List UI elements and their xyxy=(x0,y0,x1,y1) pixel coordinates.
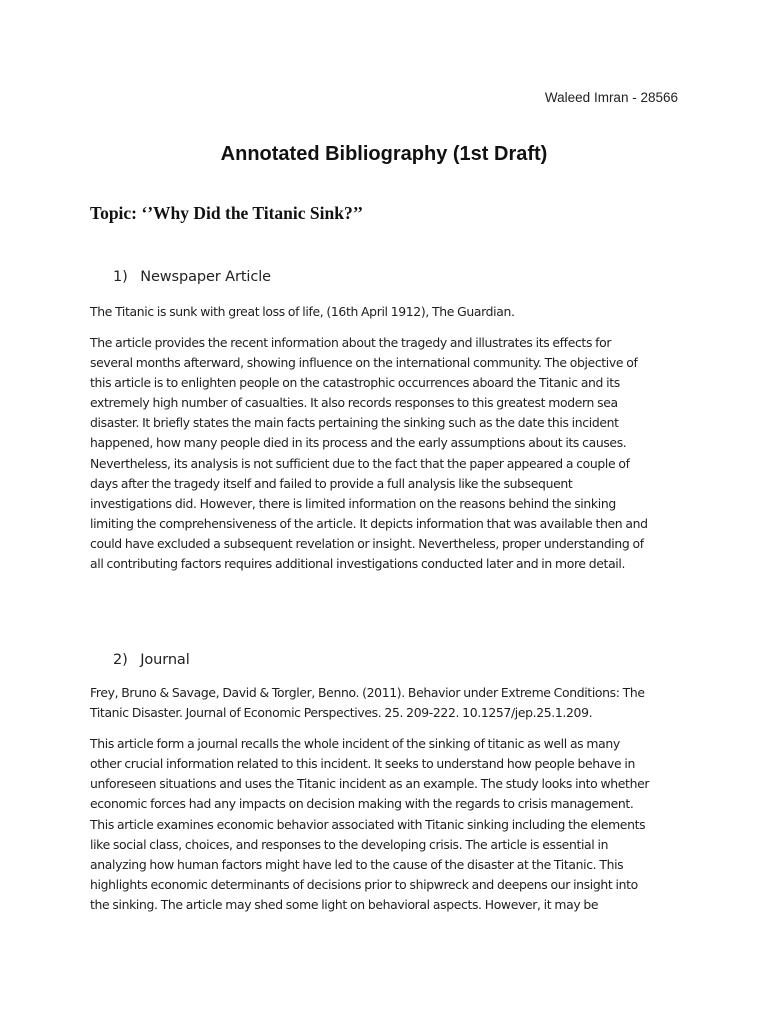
annotation-line: other crucial information related to this incident. It seeks to understand how people behave in xyxy=(90,756,635,771)
section-title: Journal xyxy=(140,652,190,668)
annotation-line: Nevertheless, its analysis is not sufficient due to the fact that the paper appeared a couple of xyxy=(90,456,630,471)
annotation-line: extremely high number of casualties. It also records responses to this greatest modern sea xyxy=(90,395,618,410)
annotation-line: the sinking. The article may shed some light on behavioral aspects. However, it may be xyxy=(90,897,599,912)
annotation-line: economic forces had any impacts on decision making with the regards to crisis management. xyxy=(90,796,634,811)
topic-heading: Topic: ‘’Why Did the Titanic Sink?’’ xyxy=(90,203,364,223)
author-line: Waleed Imran - 28566 xyxy=(544,90,678,105)
annotation-line: days after the tragedy itself and failed to provide a full analysis like the subsequent xyxy=(90,476,573,491)
section-number: 2) xyxy=(113,652,128,668)
annotation-line: happened, how many people died in its process and the early assumptions about its causes. xyxy=(90,435,627,450)
annotation-line: limiting the comprehensiveness of the article. It depicts information that was available then and xyxy=(90,516,648,531)
annotation-line: all contributing factors requires additional investigations conducted later and in more detail. xyxy=(90,556,626,571)
annotation-line: this article is to enlighten people on the catastrophic occurrences aboard the Titanic and its xyxy=(90,375,620,390)
citation-line: The Titanic is sunk with great loss of life, (16th April 1912), The Guardian. xyxy=(90,304,515,319)
document-title: Annotated Bibliography (1st Draft) xyxy=(220,143,548,165)
annotation-line: highlights economic determinants of decisions prior to shipwreck and deepens our insight into xyxy=(90,877,638,892)
annotation-line: several months afterward, showing influence on the international community. The objective of xyxy=(90,355,638,370)
annotation-line: analyzing how human factors might have led to the cause of the disaster at the Titanic. This xyxy=(90,857,624,872)
citation-line: Titanic Disaster. Journal of Economic Perspectives. 25. 209-222. 10.1257/jep.25.1.209. xyxy=(90,705,593,720)
section-title: Newspaper Article xyxy=(140,269,271,285)
citation-line: Frey, Bruno & Savage, David & Torgler, Benno. (2011). Behavior under Extreme Conditions: The xyxy=(90,685,645,700)
annotation-line: like social class, choices, and responses to the developing crisis. The article is essential in xyxy=(90,837,609,852)
annotation-line: investigations did. However, there is limited information on the reasons behind the sinking xyxy=(90,496,616,511)
annotation-line: disaster. It briefly states the main facts pertaining the sinking such as the date this incident xyxy=(90,415,619,430)
annotation-line: unforeseen situations and uses the Titanic incident as an example. The study looks into whether xyxy=(90,776,650,791)
annotation-line: This article form a journal recalls the whole incident of the sinking of titanic as well as many xyxy=(90,736,620,751)
section-heading-newspaper xyxy=(113,269,271,285)
section-heading-journal xyxy=(113,652,190,668)
annotation-line: The article provides the recent information about the tragedy and illustrates its effects for xyxy=(90,335,612,350)
section-number: 1) xyxy=(113,269,128,285)
annotation-line: could have excluded a subsequent revelation or insight. Nevertheless, proper understanding of xyxy=(90,536,644,551)
annotation-line: This article examines economic behavior associated with Titanic sinking including the elements xyxy=(90,817,646,832)
